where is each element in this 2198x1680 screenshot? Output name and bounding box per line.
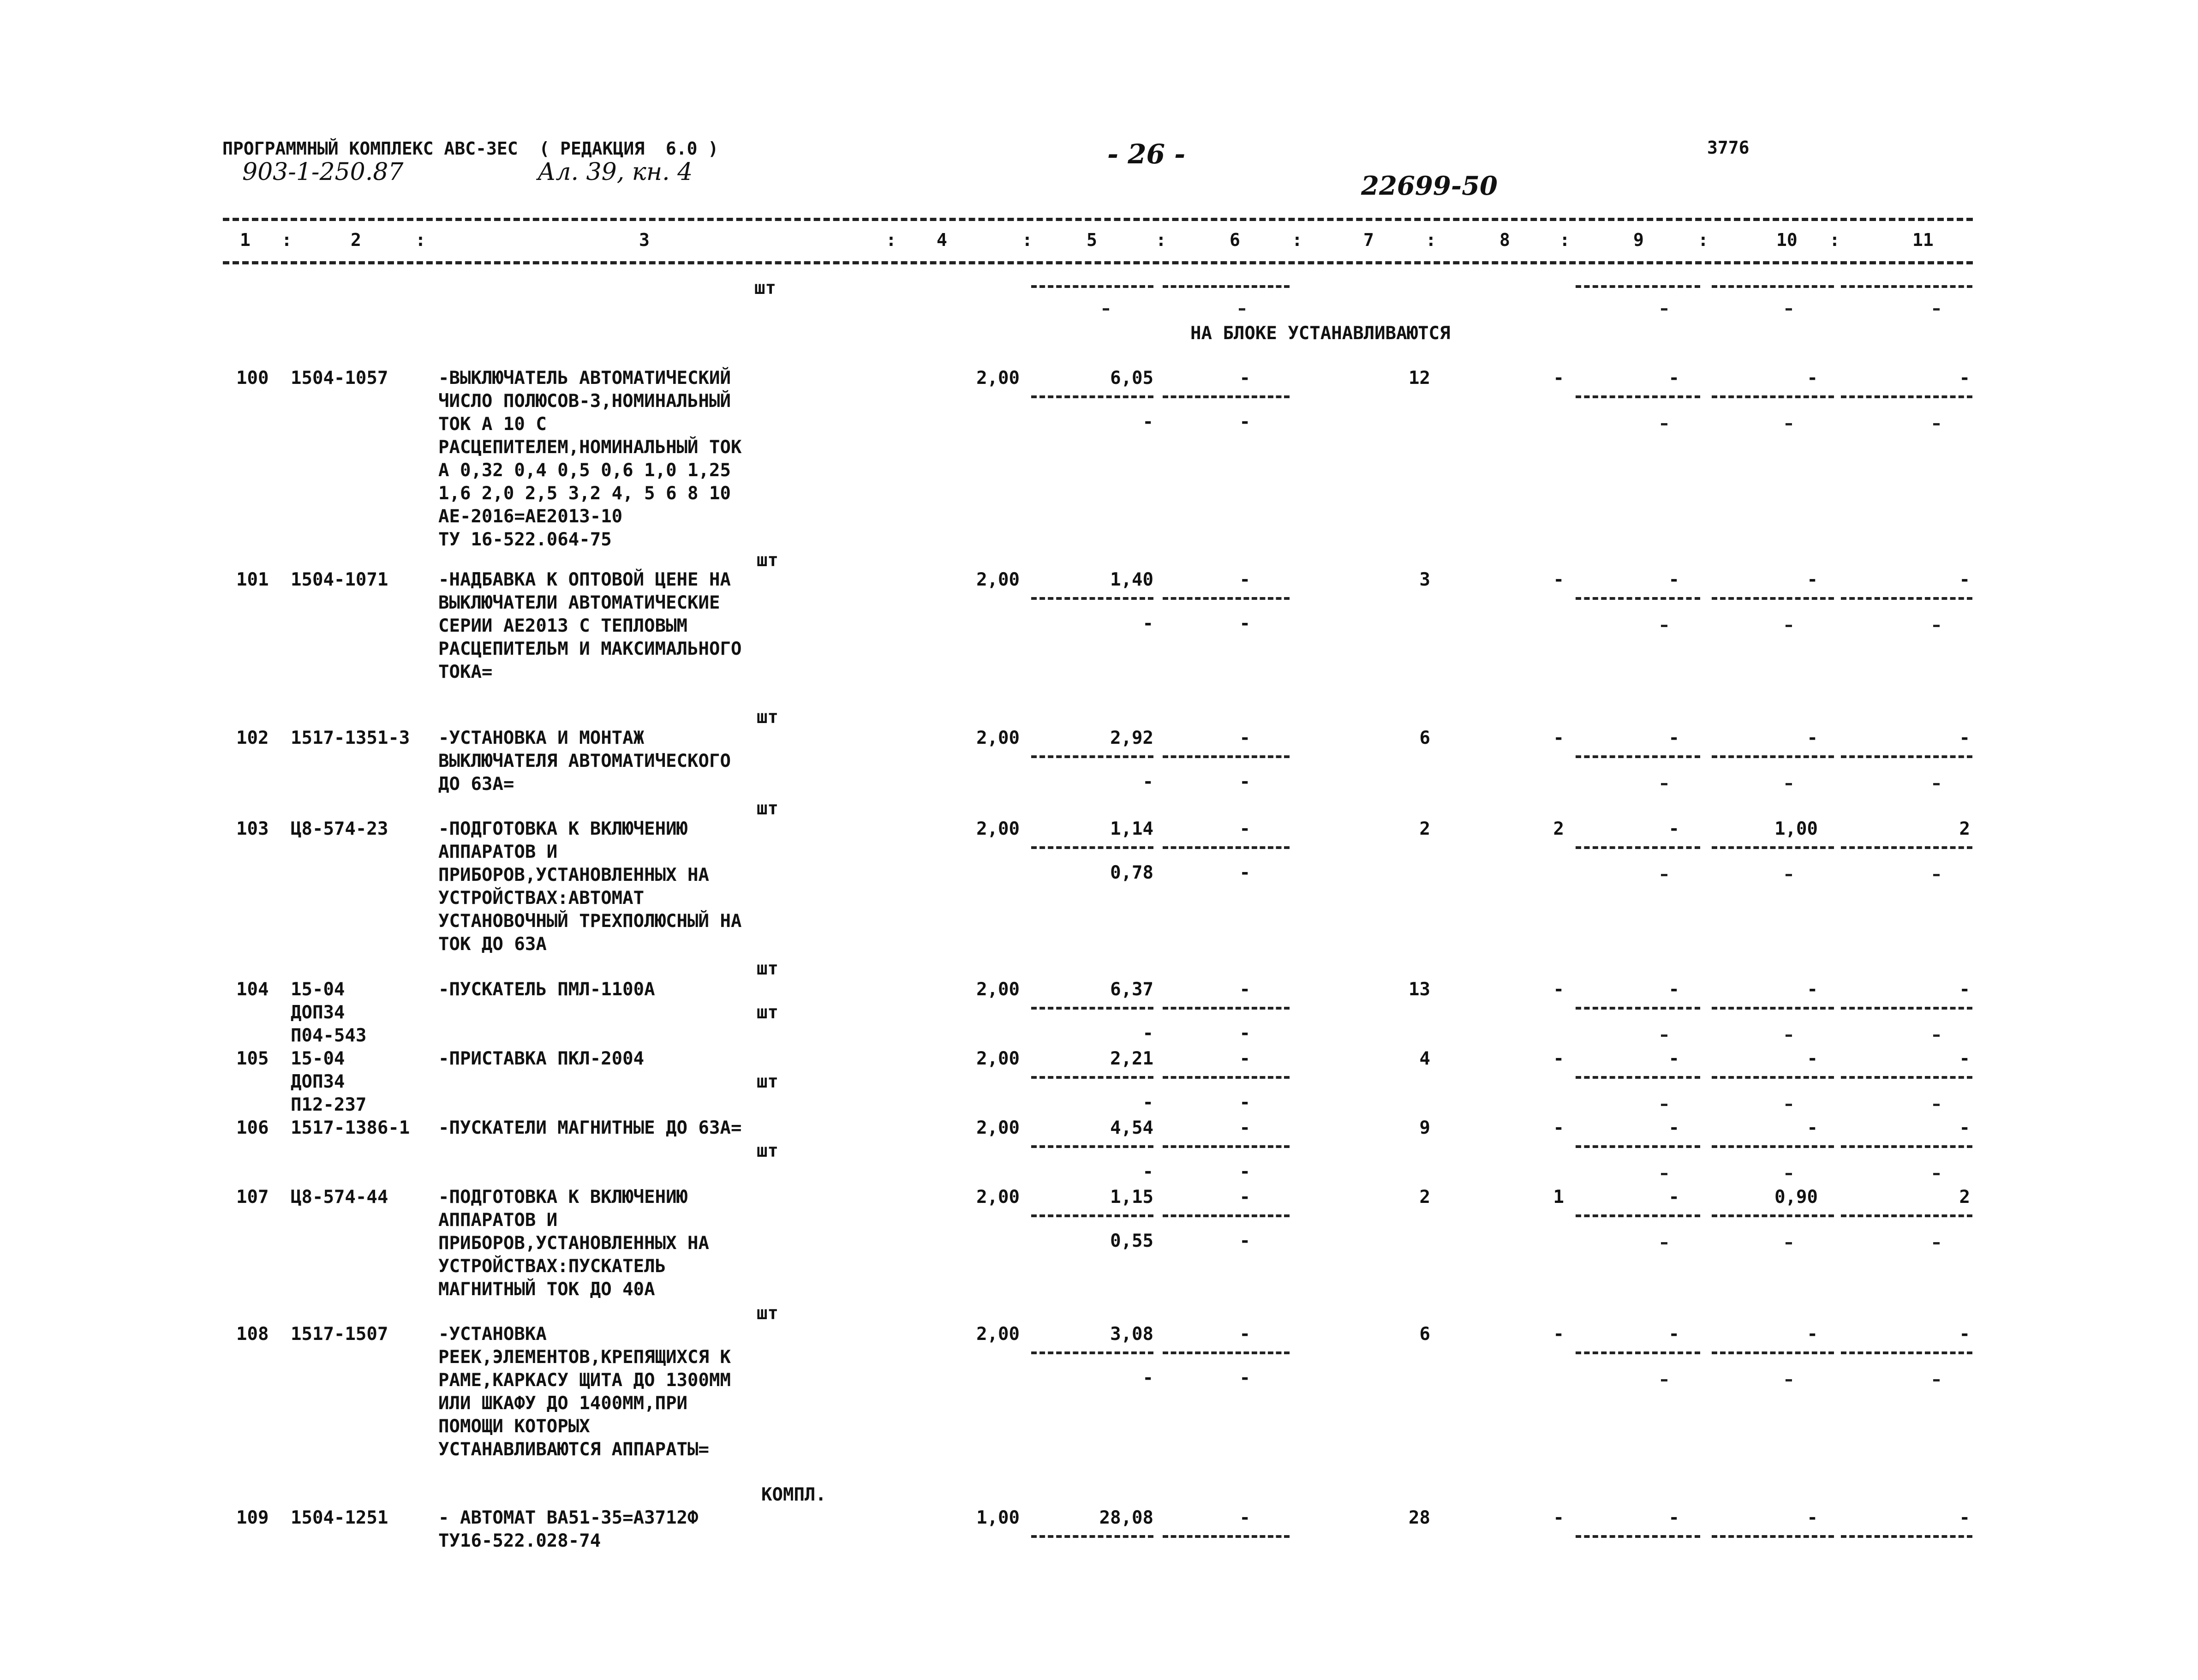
page-number-mark: - 26 - — [1107, 138, 1186, 170]
row-description: ВЫКЛЮЧАТЕЛИ АВТОМАТИЧЕСКИЕ — [438, 592, 720, 613]
dash-mark — [1786, 783, 1792, 785]
col8-cell: - — [1553, 569, 1564, 590]
col11-cell: - — [1959, 979, 1970, 1000]
col11-cell: - — [1959, 1507, 1970, 1528]
col7-cell: 9 — [1419, 1118, 1430, 1138]
subtotal-rule — [1031, 1214, 1153, 1217]
col9-cell: - — [1668, 979, 1679, 1000]
col6-cell-sub: - — [1239, 771, 1250, 792]
qty-cell: 2,00 — [976, 1048, 1020, 1069]
row-description: ТОКА= — [438, 662, 493, 682]
col9-cell: - — [1668, 1507, 1679, 1528]
col10-cell: 1,00 — [1774, 819, 1818, 839]
col9-cell: - — [1668, 819, 1679, 839]
col9-cell: - — [1668, 1048, 1679, 1069]
col9-cell: - — [1668, 569, 1679, 590]
row-description: РАСЦЕПИТЕЛЕМ,НОМИНАЛЬНЫЙ ТОК — [438, 437, 742, 458]
col10-cell: - — [1807, 1048, 1818, 1069]
subtotal-rule — [1031, 846, 1153, 849]
qty-cell: 2,00 — [976, 728, 1020, 748]
unit-label: КОМПЛ. — [761, 1484, 826, 1505]
qty-cell: 1,00 — [976, 1507, 1020, 1528]
subtotal-rule — [1576, 1535, 1700, 1538]
row-number: 100 — [236, 368, 269, 389]
subtotal-rule — [1841, 597, 1972, 600]
row-code: 1504-1251 — [291, 1507, 388, 1528]
document-number: 3776 — [1707, 138, 1750, 158]
value-cell: 6,37 — [1110, 979, 1153, 1000]
row-description: ТОК А 10 С — [438, 414, 547, 435]
dash-mark — [1933, 625, 1940, 627]
col7-cell: 2 — [1419, 819, 1430, 839]
row-description: 1,6 2,0 2,5 3,2 4, 5 6 8 10 — [438, 483, 731, 504]
col7-cell: 3 — [1419, 569, 1430, 590]
row-number: 101 — [236, 569, 269, 590]
row-description: УСТАНАВЛИВАЮТСЯ АППАРАТЫ= — [438, 1439, 709, 1460]
qty-cell: 2,00 — [976, 979, 1020, 1000]
col10-cell: - — [1807, 368, 1818, 389]
col8-cell: - — [1553, 728, 1564, 748]
subtotal-rule — [1841, 846, 1972, 849]
subtotal-rule — [1576, 1145, 1700, 1148]
unit-label: шт — [757, 550, 778, 571]
column-separator: : — [1698, 230, 1708, 250]
column-separator: : — [1156, 230, 1166, 250]
row-code: П04-543 — [291, 1025, 367, 1046]
unit-label: шт — [757, 1303, 778, 1324]
row-description: РЕЕК,ЭЛЕМЕНТОВ,КРЕПЯЩИХСЯ К — [438, 1347, 731, 1368]
col10-cell: 0,90 — [1774, 1187, 1818, 1208]
dash-mark — [1933, 1104, 1940, 1106]
value-cell-sub: - — [1142, 1092, 1153, 1113]
subtotal-rule — [1841, 1535, 1972, 1538]
subtotal-rule — [1712, 1145, 1834, 1148]
col6-cell: - — [1239, 979, 1250, 1000]
row-description: -ПОДГОТОВКА К ВКЛЮЧЕНИЮ — [438, 819, 688, 839]
subtotal-rule — [1576, 846, 1700, 849]
subtotal-rule — [1163, 1535, 1290, 1538]
row-description: СЕРИИ АЕ2013 С ТЕПЛОВЫМ — [438, 616, 688, 636]
row-description: -УСТАНОВКА — [438, 1324, 547, 1345]
dash-mark — [1786, 625, 1792, 627]
column-separator: : — [1426, 230, 1436, 250]
value-cell: 2,92 — [1110, 728, 1153, 748]
col7-cell: 13 — [1409, 979, 1430, 1000]
col7-cell: 28 — [1409, 1507, 1430, 1528]
value-cell: 2,21 — [1110, 1048, 1153, 1069]
program-title: ПРОГРАММНЫЙ КОМПЛЕКС АВС-ЗЕС ( РЕДАКЦИЯ 6.0 ) — [222, 138, 719, 159]
subtotal-rule — [1576, 1076, 1700, 1079]
col6-cell-sub: - — [1239, 1161, 1250, 1182]
column-header-7: 7 — [1363, 230, 1374, 250]
subtotal-rule — [1163, 846, 1290, 849]
dash-mark — [1786, 1379, 1792, 1381]
row-description: УСТРОЙСТВАХ:ПУСКАТЕЛЬ — [438, 1256, 666, 1277]
row-number: 106 — [236, 1118, 269, 1138]
col6-cell-sub: - — [1239, 412, 1250, 432]
subtotal-rule — [1031, 395, 1153, 398]
dash-mark — [1933, 308, 1940, 311]
row-code: ДОП34 — [291, 1071, 345, 1092]
subtotal-rule — [1163, 1007, 1290, 1010]
row-description: ДО 63А= — [438, 774, 514, 795]
col11-cell: - — [1959, 728, 1970, 748]
column-header-8: 8 — [1499, 230, 1510, 250]
column-separator: : — [1292, 230, 1302, 250]
value-cell-sub: - — [1142, 1023, 1153, 1044]
subtotal-rule — [1163, 597, 1290, 600]
row-description: -УСТАНОВКА И МОНТАЖ — [438, 728, 645, 748]
col10-cell: - — [1807, 1507, 1818, 1528]
row-code: Ц8-574-23 — [291, 819, 388, 839]
row-description: ИЛИ ШКАФУ ДО 1400ММ,ПРИ — [438, 1393, 688, 1414]
row-description: -ПУСКАТЕЛЬ ПМЛ-1100А — [438, 979, 655, 1000]
subtotal-rule — [1712, 755, 1834, 758]
subtotal-rule — [1163, 395, 1290, 398]
col9-cell: - — [1668, 368, 1679, 389]
qty-cell: 2,00 — [976, 1187, 1020, 1208]
subtotal-rule — [1163, 1076, 1290, 1079]
dash-mark — [1933, 1379, 1940, 1381]
unit-label: шт — [757, 1071, 778, 1092]
col10-cell: - — [1807, 1324, 1818, 1345]
value-cell: 28,08 — [1099, 1507, 1153, 1528]
handwritten-sheet-ref: Ал. 39, кн. 4 — [538, 158, 693, 186]
column-separator: : — [886, 230, 896, 250]
col8-cell: 1 — [1553, 1187, 1564, 1208]
subtotal-rule — [1576, 597, 1700, 600]
col10-cell: - — [1807, 728, 1818, 748]
subtotal-rule — [1841, 755, 1972, 758]
subtotal-rule — [1841, 395, 1972, 398]
column-header-4: 4 — [937, 230, 947, 250]
col11-cell: - — [1959, 1324, 1970, 1345]
handwritten-project-ref: 903-1-250.87 — [242, 158, 404, 186]
dash-mark — [1933, 1173, 1940, 1175]
dash-mark — [1661, 423, 1667, 425]
subtotal-rule — [1841, 285, 1972, 288]
dash-mark — [1661, 1242, 1667, 1244]
col10-cell: - — [1807, 979, 1818, 1000]
row-number: 102 — [236, 728, 269, 748]
dash-mark — [1786, 308, 1792, 311]
value-cell-sub: - — [1142, 1161, 1153, 1182]
column-separator: : — [1559, 230, 1570, 250]
subtotal-rule — [1712, 1007, 1834, 1010]
col11-cell: - — [1959, 1118, 1970, 1138]
row-code: 1504-1071 — [291, 569, 388, 590]
col8-cell: - — [1553, 1324, 1564, 1345]
col7-cell: 12 — [1409, 368, 1430, 389]
qty-cell: 2,00 — [976, 569, 1020, 590]
unit-label: шт — [757, 958, 778, 979]
col9-cell: - — [1668, 1324, 1679, 1345]
inventory-number-stamp: 22699-50 — [1361, 171, 1498, 201]
col9-cell: - — [1668, 1187, 1679, 1208]
subtotal-rule — [1031, 285, 1153, 288]
dash-mark — [1786, 1034, 1792, 1037]
subtotal-rule — [1163, 1351, 1290, 1354]
col8-cell: 2 — [1553, 819, 1564, 839]
subtotal-rule — [1031, 1351, 1153, 1354]
subtotal-rule — [1163, 1145, 1290, 1148]
value-cell-sub: 0,78 — [1110, 862, 1153, 883]
col8-cell: - — [1553, 1507, 1564, 1528]
col6-cell: - — [1239, 1118, 1250, 1138]
row-description: РАМЕ,КАРКАСУ ЩИТА ДО 1300ММ — [438, 1370, 731, 1391]
col11-cell: - — [1959, 1048, 1970, 1069]
column-separator: : — [1829, 230, 1840, 250]
col6-cell-sub: - — [1239, 1023, 1250, 1044]
col6-cell: - — [1239, 1507, 1250, 1528]
col7-cell: 2 — [1419, 1187, 1430, 1208]
dash-mark — [1933, 1034, 1940, 1037]
dash-mark — [1933, 423, 1940, 425]
col6-cell-sub: - — [1239, 862, 1250, 883]
column-header-5: 5 — [1087, 230, 1097, 250]
col10-cell: - — [1807, 569, 1818, 590]
column-header-10: 10 — [1776, 230, 1798, 250]
col6-cell: - — [1239, 1048, 1250, 1069]
unit-label: шт — [757, 1141, 778, 1161]
value-cell: 4,54 — [1110, 1118, 1153, 1138]
dash-mark — [1661, 783, 1667, 785]
row-description: ПРИБОРОВ,УСТАНОВЛЕННЫХ НА — [438, 1233, 709, 1254]
row-description: -ПУСКАТЕЛИ МАГНИТНЫЕ ДО 63А= — [438, 1118, 742, 1138]
subtotal-rule — [1576, 755, 1700, 758]
subtotal-rule — [1841, 1351, 1972, 1354]
dash-mark — [1786, 1104, 1792, 1106]
header-rule-bottom — [223, 261, 1973, 264]
subtotal-rule — [1576, 285, 1700, 288]
row-description: ЧИСЛО ПОЛЮСОВ-3,НОМИНАЛЬНЫЙ — [438, 391, 731, 412]
row-code: 1517-1351-3 — [291, 728, 410, 748]
col10-cell: - — [1807, 1118, 1818, 1138]
value-cell-sub: - — [1142, 1368, 1153, 1388]
dash-mark — [1786, 423, 1792, 425]
dash-mark — [1786, 874, 1792, 876]
value-cell: 6,05 — [1110, 368, 1153, 389]
unit-label: шт — [757, 798, 778, 819]
subtotal-rule — [1712, 1351, 1834, 1354]
column-separator: : — [281, 230, 292, 250]
row-number: 108 — [236, 1324, 269, 1345]
section-note: НА БЛОКЕ УСТАНАВЛИВАЮТСЯ — [1190, 323, 1451, 344]
dash-mark — [1661, 1104, 1667, 1106]
col8-cell: - — [1553, 368, 1564, 389]
unit-label: шт — [757, 707, 778, 728]
dash-mark — [1661, 1034, 1667, 1037]
row-description: ПОМОЩИ КОТОРЫХ — [438, 1416, 590, 1437]
row-description: АППАРАТОВ И — [438, 842, 558, 862]
row-code: Ц8-574-44 — [291, 1187, 388, 1208]
row-description: -ПОДГОТОВКА К ВКЛЮЧЕНИЮ — [438, 1187, 688, 1208]
row-description: -ВЫКЛЮЧАТЕЛЬ АВТОМАТИЧЕСКИЙ — [438, 368, 731, 389]
subtotal-rule — [1576, 395, 1700, 398]
value-cell: 1,14 — [1110, 819, 1153, 839]
unit-label-top: шт — [754, 278, 776, 299]
column-header-9: 9 — [1633, 230, 1644, 250]
subtotal-rule — [1712, 395, 1834, 398]
row-code: 1517-1386-1 — [291, 1118, 410, 1138]
col7-cell: 6 — [1419, 1324, 1430, 1345]
unit-label: шт — [757, 1002, 778, 1023]
col11-cell: 2 — [1959, 1187, 1970, 1208]
column-header-3: 3 — [639, 230, 650, 250]
dash-mark — [1933, 1242, 1940, 1244]
dash-mark — [1103, 308, 1109, 311]
dash-mark — [1786, 1242, 1792, 1244]
subtotal-rule — [1163, 1214, 1290, 1217]
column-separator: : — [1022, 230, 1033, 250]
column-header-1: 1 — [240, 230, 251, 250]
subtotal-rule — [1163, 285, 1290, 288]
dash-mark — [1661, 874, 1667, 876]
subtotal-rule — [1576, 1351, 1700, 1354]
value-cell: 3,08 — [1110, 1324, 1153, 1345]
subtotal-rule — [1031, 1535, 1153, 1538]
row-description: АППАРАТОВ И — [438, 1210, 558, 1231]
col9-cell: - — [1668, 1118, 1679, 1138]
subtotal-rule — [1576, 1007, 1700, 1010]
col8-cell: - — [1553, 1118, 1564, 1138]
row-code: ДОП34 — [291, 1002, 345, 1023]
header-rule-top — [223, 218, 1973, 221]
value-cell-sub: 0,55 — [1110, 1231, 1153, 1251]
column-header-11: 11 — [1912, 230, 1934, 250]
row-number: 103 — [236, 819, 269, 839]
row-code: 1504-1057 — [291, 368, 388, 389]
dash-mark — [1786, 1173, 1792, 1175]
value-cell-sub: - — [1142, 613, 1153, 634]
col7-cell: 4 — [1419, 1048, 1430, 1069]
col6-cell: - — [1239, 819, 1250, 839]
col6-cell: - — [1239, 569, 1250, 590]
subtotal-rule — [1841, 1145, 1972, 1148]
col9-cell: - — [1668, 728, 1679, 748]
col8-cell: - — [1553, 979, 1564, 1000]
value-cell: 1,15 — [1110, 1187, 1153, 1208]
dash-mark — [1933, 874, 1940, 876]
qty-cell: 2,00 — [976, 368, 1020, 389]
row-description: ВЫКЛЮЧАТЕЛЯ АВТОМАТИЧЕСКОГО — [438, 751, 731, 771]
subtotal-rule — [1712, 846, 1834, 849]
row-description: ТОК ДО 63А — [438, 934, 547, 955]
row-description: -НАДБАВКА К ОПТОВОЙ ЦЕНЕ НА — [438, 569, 731, 590]
subtotal-rule — [1576, 1214, 1700, 1217]
row-code: 15-04 — [291, 979, 345, 1000]
row-description: РАСЦЕПИТЕЛЬМ И МАКСИМАЛЬНОГО — [438, 639, 742, 659]
dash-mark — [1933, 783, 1940, 785]
col6-cell: - — [1239, 1187, 1250, 1208]
column-header-2: 2 — [351, 230, 361, 250]
dash-mark — [1661, 308, 1667, 311]
row-number: 107 — [236, 1187, 269, 1208]
subtotal-rule — [1712, 1535, 1834, 1538]
subtotal-rule — [1031, 755, 1153, 758]
row-code: 15-04 — [291, 1048, 345, 1069]
col6-cell-sub: - — [1239, 1368, 1250, 1388]
column-header-6: 6 — [1230, 230, 1240, 250]
col7-cell: 6 — [1419, 728, 1430, 748]
col11-cell: 2 — [1959, 819, 1970, 839]
row-description: АЕ-2016=АЕ2013-10 — [438, 506, 623, 527]
subtotal-rule — [1712, 1214, 1834, 1217]
row-description: А 0,32 0,4 0,5 0,6 1,0 1,25 — [438, 460, 731, 481]
row-description: ПРИБОРОВ,УСТАНОВЛЕННЫХ НА — [438, 865, 709, 885]
col6-cell-sub: - — [1239, 1231, 1250, 1251]
col11-cell: - — [1959, 368, 1970, 389]
value-cell-sub: - — [1142, 771, 1153, 792]
col6-cell: - — [1239, 728, 1250, 748]
row-description: ТУ16-522.028-74 — [438, 1531, 601, 1551]
qty-cell: 2,00 — [976, 1118, 1020, 1138]
row-description: МАГНИТНЫЙ ТОК ДО 40А — [438, 1279, 655, 1300]
column-separator: : — [415, 230, 426, 250]
subtotal-rule — [1712, 1076, 1834, 1079]
dash-mark — [1661, 1379, 1667, 1381]
col8-cell: - — [1553, 1048, 1564, 1069]
row-description: ТУ 16-522.064-75 — [438, 529, 612, 550]
value-cell: 1,40 — [1110, 569, 1153, 590]
row-description: -ПРИСТАВКА ПКЛ-2004 — [438, 1048, 645, 1069]
row-number: 104 — [236, 979, 269, 1000]
dash-mark — [1239, 308, 1245, 311]
row-description: - АВТОМАТ ВА51-35=А3712Ф — [438, 1507, 699, 1528]
col11-cell: - — [1959, 569, 1970, 590]
qty-cell: 2,00 — [976, 1324, 1020, 1345]
subtotal-rule — [1712, 597, 1834, 600]
subtotal-rule — [1841, 1007, 1972, 1010]
col6-cell-sub: - — [1239, 1092, 1250, 1113]
subtotal-rule — [1841, 1214, 1972, 1217]
qty-cell: 2,00 — [976, 819, 1020, 839]
col6-cell-sub: - — [1239, 613, 1250, 634]
row-number: 109 — [236, 1507, 269, 1528]
row-description: УСТРОЙСТВАХ:АВТОМАТ — [438, 888, 645, 909]
subtotal-rule — [1841, 1076, 1972, 1079]
value-cell-sub: - — [1142, 412, 1153, 432]
col6-cell: - — [1239, 1324, 1250, 1345]
subtotal-rule — [1031, 1076, 1153, 1079]
dash-mark — [1661, 625, 1667, 627]
col6-cell: - — [1239, 368, 1250, 389]
dash-mark — [1661, 1173, 1667, 1175]
subtotal-rule — [1712, 285, 1834, 288]
row-number: 105 — [236, 1048, 269, 1069]
row-description: УСТАНОВОЧНЫЙ ТРЕХПОЛЮСНЫЙ НА — [438, 911, 742, 932]
subtotal-rule — [1031, 597, 1153, 600]
subtotal-rule — [1031, 1145, 1153, 1148]
subtotal-rule — [1163, 755, 1290, 758]
row-code: 1517-1507 — [291, 1324, 388, 1345]
row-code: П12-237 — [291, 1094, 367, 1115]
subtotal-rule — [1031, 1007, 1153, 1010]
